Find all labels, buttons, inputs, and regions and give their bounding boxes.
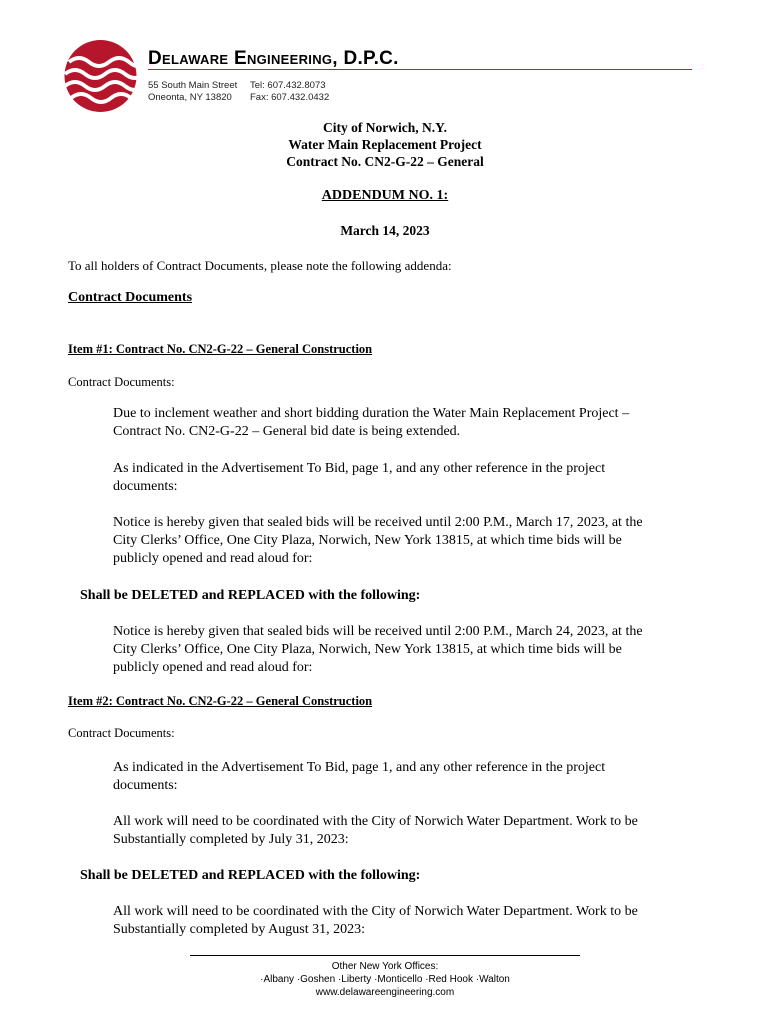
contract-number: Contract No. CN2-G-22 – General — [286, 154, 484, 169]
project-city: City of Norwich, N.Y. — [323, 120, 447, 135]
item-2-heading: Item #2: Contract No. CN2-G-22 – General Construction — [68, 694, 373, 708]
address-street: 55 South Main Street — [148, 80, 238, 91]
item-1-paragraph: publicly opened and read aloud for: — [113, 660, 313, 675]
footer-divider — [190, 955, 580, 956]
item-2-paragraph: As indicated in the Advertisement To Bid, page 1, and any other reference in the project — [113, 760, 606, 775]
item-2-label: Contract Documents: — [68, 726, 175, 740]
addendum-date: March 14, 2023 — [340, 223, 430, 238]
item-2-paragraph: All work will need to be coordinated with the City of Norwich Water Department. Work to be — [113, 814, 638, 829]
address-city: Oneonta, NY 13820 — [148, 92, 232, 103]
company-name: Delaware Engineering, D.P.C. — [148, 48, 399, 69]
header-divider — [148, 69, 692, 70]
item-2-paragraph: Substantially completed by August 31, 2023: — [113, 922, 365, 937]
fax-number: Fax: 607.432.0432 — [250, 92, 330, 103]
footer-offices-list: ·Albany ·Goshen ·Liberty ·Monticello ·Red Hook ·Walton — [260, 974, 510, 985]
item-2-paragraph: Substantially completed by July 31, 2023: — [113, 832, 349, 847]
project-name: Water Main Replacement Project — [288, 137, 482, 152]
item-1-paragraph: City Clerks’ Office, One City Plaza, Norwich, New York 13815, at which time bids will be — [113, 533, 622, 548]
item-1-paragraph: Contract No. CN2-G-22 – General bid date is being extended. — [113, 424, 461, 439]
item-1-paragraph: As indicated in the Advertisement To Bid, page 1, and any other reference in the project — [113, 461, 606, 476]
item-1-heading: Item #1: Contract No. CN2-G-22 – General Construction — [68, 342, 373, 356]
intro-text: To all holders of Contract Documents, please note the following addenda: — [68, 258, 452, 273]
item-1-label: Contract Documents: — [68, 375, 175, 389]
item-1-paragraph: publicly opened and read aloud for: — [113, 551, 313, 566]
item-1-paragraph: documents: — [113, 479, 178, 494]
section-title: Contract Documents — [68, 290, 193, 305]
footer-offices-title: Other New York Offices: — [331, 961, 439, 972]
item-2-replace-note: Shall be DELETED and REPLACED with the following: — [80, 868, 421, 883]
wave-logo-icon — [63, 40, 138, 112]
item-1-replace-note: Shall be DELETED and REPLACED with the following: — [80, 588, 421, 603]
item-1-paragraph: Notice is hereby given that sealed bids will be received until 2:00 P.M., March 24, 2023, at the — [113, 624, 643, 639]
footer-website[interactable]: www.delawareengineering.com — [315, 987, 455, 998]
phone-number: Tel: 607.432.8073 — [250, 80, 326, 91]
item-1-paragraph: Due to inclement weather and short bidding duration the Water Main Replacement Project – — [113, 406, 630, 421]
item-1-paragraph: Notice is hereby given that sealed bids will be received until 2:00 P.M., March 17, 2023, at the — [113, 515, 643, 530]
item-2-paragraph: All work will need to be coordinated with the City of Norwich Water Department. Work to be — [113, 904, 638, 919]
item-2-paragraph: documents: — [113, 778, 178, 793]
item-1-paragraph: City Clerks’ Office, One City Plaza, Norwich, New York 13815, at which time bids will be — [113, 642, 622, 657]
addendum-title: ADDENDUM NO. 1: — [321, 188, 449, 203]
